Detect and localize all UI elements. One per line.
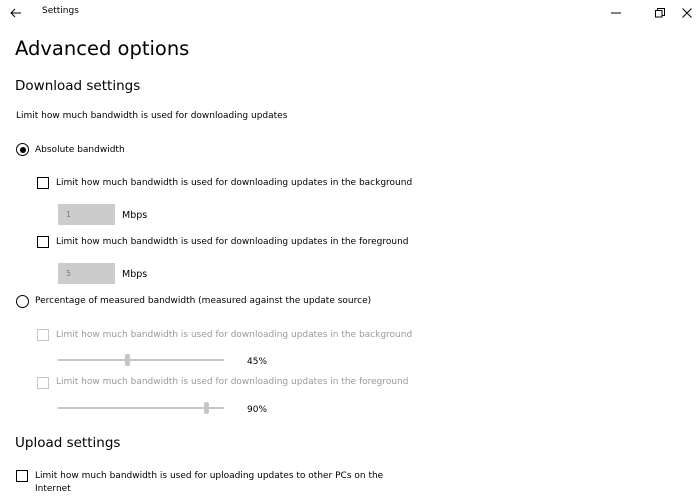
upload-limit-label-line1[interactable]: Limit how much bandwidth is used for uploading updates to other PCs on the	[35, 471, 384, 481]
percentage-foreground-checkbox[interactable]	[37, 377, 49, 389]
absolute-foreground-checkbox[interactable]	[37, 236, 49, 248]
absolute-bandwidth-radio[interactable]	[16, 143, 29, 156]
upload-limit-checkbox[interactable]	[16, 470, 28, 482]
slider-thumb[interactable]	[125, 354, 130, 366]
percentage-foreground-label: Limit how much bandwidth is used for downloading updates in the foreground	[56, 377, 409, 387]
slider-track	[58, 407, 224, 409]
foreground-percentage-value: 90%	[247, 405, 268, 415]
background-percentage-slider[interactable]	[58, 354, 224, 366]
upload-settings-heading: Upload settings	[15, 435, 121, 451]
minimize-icon	[611, 8, 621, 18]
close-button[interactable]	[673, 3, 700, 23]
absolute-background-label[interactable]: Limit how much bandwidth is used for downloading updates in the background	[56, 178, 413, 188]
foreground-percentage-slider[interactable]	[58, 402, 224, 414]
absolute-foreground-label[interactable]: Limit how much bandwidth is used for downloading updates in the foreground	[56, 237, 409, 247]
percentage-bandwidth-label[interactable]: Percentage of measured bandwidth (measured against the update source)	[35, 296, 372, 306]
radio-selected-dot	[20, 147, 26, 153]
minimize-button[interactable]	[602, 3, 630, 23]
percentage-background-label: Limit how much bandwidth is used for downloading updates in the background	[56, 330, 413, 340]
background-mbps-unit: Mbps	[122, 210, 148, 221]
close-icon	[682, 8, 692, 18]
absolute-background-checkbox[interactable]	[37, 177, 49, 189]
foreground-mbps-input[interactable]: 5	[58, 263, 115, 284]
page-title: Advanced options	[15, 37, 190, 60]
back-button[interactable]	[4, 3, 28, 23]
absolute-bandwidth-label[interactable]: Absolute bandwidth	[35, 145, 125, 155]
window-title: Settings	[42, 6, 79, 16]
restore-button[interactable]	[646, 3, 674, 23]
slider-track	[58, 359, 224, 361]
upload-limit-label-line2[interactable]: Internet	[35, 484, 71, 494]
download-settings-heading: Download settings	[15, 78, 141, 94]
download-description: Limit how much bandwidth is used for downloading updates	[16, 111, 288, 121]
percentage-background-checkbox[interactable]	[37, 329, 49, 341]
percentage-bandwidth-radio[interactable]	[16, 295, 29, 308]
slider-thumb[interactable]	[204, 402, 209, 414]
arrow-left-icon	[10, 8, 22, 18]
title-bar	[0, 0, 700, 26]
background-percentage-value: 45%	[247, 357, 268, 367]
restore-icon	[655, 8, 665, 18]
foreground-mbps-unit: Mbps	[122, 269, 148, 280]
background-mbps-input[interactable]: 1	[58, 204, 115, 225]
